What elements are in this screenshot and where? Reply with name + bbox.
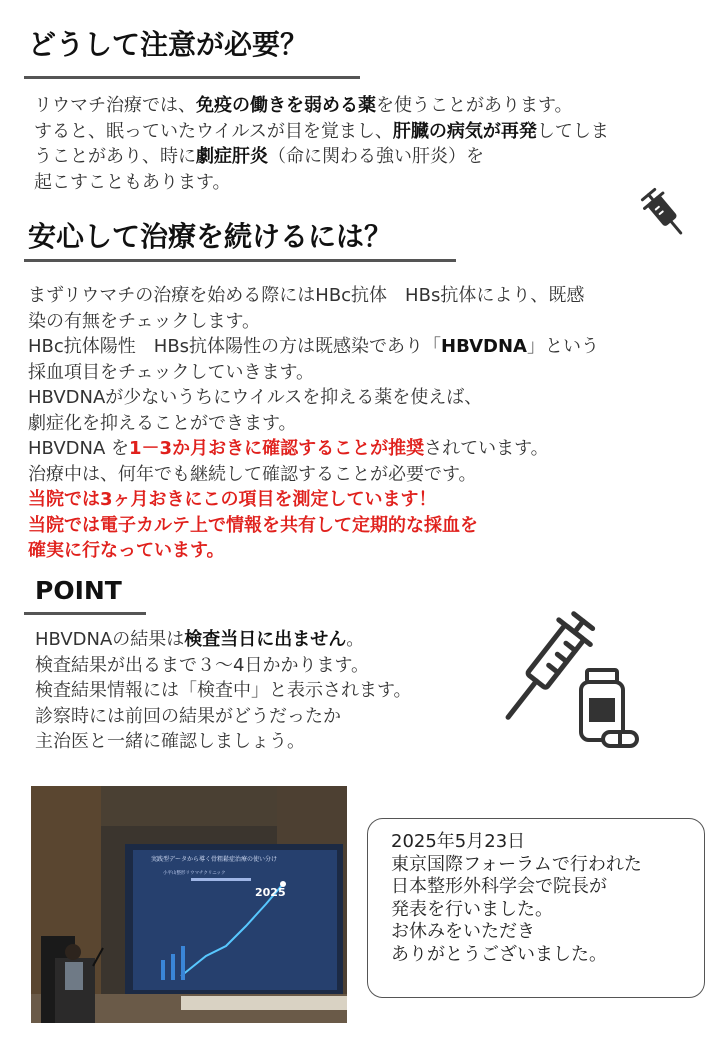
section1-body: [34, 94, 609, 196]
text-segment: 主治医と一緒に確認しましょう。: [35, 731, 305, 752]
text-line: [28, 310, 599, 336]
highlight-text: 確実に行なっています。: [28, 540, 225, 561]
text-segment: うことがあり、時に: [34, 146, 196, 167]
conference-photo: [31, 786, 347, 1023]
text-line: [35, 705, 412, 731]
section1-title: どうして注意が必要？: [28, 28, 309, 61]
text-line: [28, 463, 599, 489]
text-segment: 染の有無をチェックします。: [28, 310, 261, 332]
text-segment: を使うことがあります。: [376, 95, 573, 116]
text-line: [34, 120, 609, 146]
text-segment: リウマチ治療では、: [34, 95, 196, 116]
highlight-text: 当院では3ヶ月おきにこの項目を測定しています！: [28, 489, 437, 510]
text-segment: 治療中は、何年でも継続して確認することが必要です。: [28, 463, 477, 485]
event-note: [391, 831, 642, 967]
slide-year: 2025: [255, 886, 286, 899]
text-line: [35, 654, 412, 680]
text-segment: 劇症化を抑えることができます。: [28, 412, 297, 434]
point-title: POINT: [35, 576, 122, 605]
text-line: [34, 94, 609, 120]
text-line: [28, 514, 599, 540]
emphasis-text: HBVDNA: [441, 336, 527, 357]
emphasis-text: 検査当日に出ません: [184, 629, 347, 650]
text-line: [28, 361, 599, 387]
text-line: [28, 488, 599, 514]
text-segment: 診察時には前回の結果がどうだったか: [35, 705, 341, 727]
text-segment: HBVDNAが少ないうちにウイルスを抑える薬を使えば、: [28, 387, 483, 408]
emphasis-text: 劇症肝炎: [196, 146, 268, 167]
highlight-text: 1－3か月おきに確認することが推奨: [129, 438, 425, 459]
note-line: ありがとうございました。: [391, 943, 607, 965]
note-line: 日本整形外科学会で院長が: [391, 876, 607, 898]
text-line: [35, 730, 412, 756]
text-segment: まずリウマチの治療を始める際にはHBc抗体 HBs抗体により、既感: [28, 285, 585, 306]
slide-title: 実践型データから導く骨粗鬆症治療の使い分け: [151, 856, 278, 863]
text-line: [28, 335, 599, 361]
conference-photo-scene: [31, 786, 347, 1023]
text-segment: 採血項目をチェックしていきます。: [28, 361, 315, 383]
section1-underline: [24, 76, 360, 79]
section2-body: [28, 284, 599, 565]
text-line: [34, 171, 609, 197]
highlight-text: 当院では電子カルテ上で情報を共有して定期的な採血を: [28, 514, 478, 536]
text-line: [28, 386, 599, 412]
section2-title: 安心して治療を続けるには？: [28, 220, 393, 253]
text-segment: 起こすこともあります。: [34, 171, 231, 193]
text-segment: してしま: [536, 120, 609, 142]
note-line: お休みをいただき: [391, 921, 535, 943]
point-body: [35, 628, 412, 756]
point-underline: [24, 612, 146, 615]
text-segment: 」という: [526, 336, 599, 357]
text-line: [28, 539, 599, 565]
text-line: [34, 145, 609, 171]
emphasis-text: 肝臓の病気が再発: [392, 120, 537, 142]
text-line: [28, 412, 599, 438]
note-line: 東京国際フォーラムで行われた: [391, 853, 642, 875]
text-segment: すると、眠っていたウイルスが目を覚まし、: [34, 120, 393, 142]
syringe-small-icon: [640, 185, 688, 241]
text-segment: 検査結果情報には「検査中」と表示されます。: [35, 680, 412, 701]
text-segment: （命に関わる強い肝炎）を: [268, 146, 484, 167]
text-segment: HBc抗体陽性 HBs抗体陽性の方は既感染であり「: [28, 336, 442, 357]
text-line: [28, 284, 599, 310]
text-segment: されています。: [424, 438, 549, 459]
text-segment: HBVDNAの結果は: [35, 629, 185, 650]
note-line: 発表を行いました。: [391, 898, 553, 920]
text-line: [35, 679, 412, 705]
text-segment: 検査結果が出るまで３～4日かかります。: [35, 654, 370, 676]
note-line: 2025年5月23日: [391, 831, 526, 852]
section2-underline: [24, 259, 456, 262]
text-segment: HBVDNA を: [28, 438, 130, 459]
text-line: [28, 437, 599, 463]
slide-author: 小平山整形リウマチクリニック: [163, 871, 226, 876]
text-segment: 。: [346, 629, 365, 650]
text-line: [35, 628, 412, 654]
syringe-medicine-icon: [505, 600, 645, 750]
emphasis-text: 免疫の働きを弱める薬: [196, 95, 376, 116]
